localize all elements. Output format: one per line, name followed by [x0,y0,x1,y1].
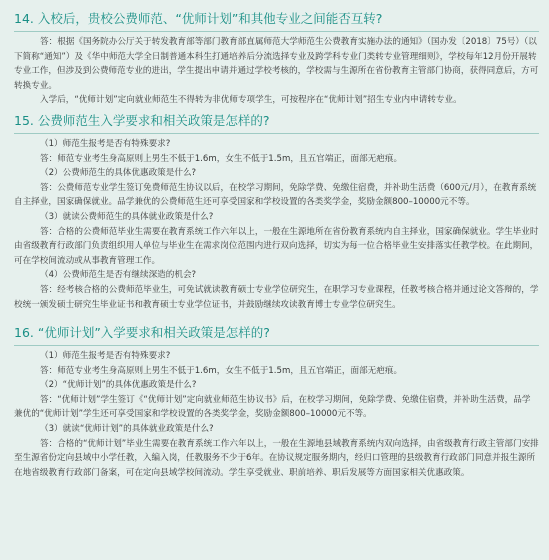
question-15-title: 15. 公费师范生入学要求和相关政策是怎样的? [14,112,270,128]
answer-paragraph: 入学后，“优师计划”定向就业师范生不得转为非优师专项学生，可按程序在“优师计划”招生专业内申请转专业。 [40,95,462,106]
sub-answer: 答：师范专业考生身高原则上男生不低于1.6m，女生不低于1.5m，且五官端正，面部无疤痕。 [40,153,403,164]
sub-question: （2）公费师范生的具体优惠政策是什么? [40,168,197,179]
answer-paragraph: 答：根据《国务院办公厅关于转发教育部等部门教育部直属师范大学师范生公费教育实施办法的通知》（国办发〔2018〕75号）（以下简称“通知”）及《华中师范大学全日制普通本科生打通培养后分流选择专业及跨学科专业门类转专业管理细则》，学校每年12月份开展转专业工作，但涉及到公费师范专业的进出，学生提出申请并通过学校考核的，学校需与生源所在省份教育主管部门协商，获得同意后，方可转换专业。 [14,37,539,91]
sub-answer: 答：合格的公费师范毕业生需要在教育系统工作六年以上，一般在生源地所在省份教育系统内自主择业，国家确保就业。学生毕业时由省级教育行政部门负责组织用人单位与毕业生在需求岗位范围内进行双向选择，切实为每一位合格毕业生安排落实任教学校。在此期间，可在学校间流动或从事教育管理工作。 [14,226,539,266]
sub-question: （4）公费师范生是否有继续深造的机会? [40,270,197,281]
sub-question: （1）师范生报考是否有特殊要求? [40,351,171,362]
sub-question: （3）就读“优师计划”的具体就业政策是什么? [40,424,214,435]
sub-answer: 答：公费师范专业学生签订免费师范生协议以后，在校学习期间，免除学费、免缴住宿费，并补助生活费（600元/月），在教育系统自主择业，国家确保就业。品学兼优的公费师范生还可享受国家和学校设置的各类奖学金，奖励金额800–10000元不等。 [14,182,537,208]
question-14 [14,4,539,108]
title-divider [14,345,539,346]
question-14-title: 14. 入校后，贵校公费师范、“优师计划”和其他专业之间能否互转? [14,11,383,26]
title-divider [14,31,539,32]
sub-answer: 答：“优师计划”学生签订《“优师计划”定向就业师范生协议书》后，在校学习期间，免除学费、免缴住宿费，并补助生活费，品学兼优的“优师计划”学生还可享受国家和学校设置的各类奖学金，奖励金额800–10000元不等。 [14,394,531,420]
question-16-title: 16. “优师计划”入学要求和相关政策是怎样的? [14,325,270,341]
sub-question: （3）就读公费师范生的具体就业政策是什么? [40,211,214,222]
sub-answer: 答：师范专业考生身高原则上男生不低于1.6m，女生不低于1.5m，且五官端正，面部无疤痕。 [40,365,403,376]
sub-question: （2）“优师计划”的具体优惠政策是什么? [40,380,197,391]
question-15 [14,112,539,312]
sub-answer: 答：经考核合格的公费师范毕业生，可免试就读教育硕士专业学位研究生，在职学习专业课程，任教考核合格并通过论文答辩的，学校统一颁发硕士研究生毕业证书和教育硕士专业学位证书，并鼓励继续攻读教育博士专业学位研究生。 [14,284,539,310]
sub-question: （1）师范生报考是否有特殊要求? [40,138,171,149]
title-divider [14,133,539,134]
sub-answer: 答：合格的“优师计划”毕业生需要在教育系统工作六年以上，一般在生源地县域教育系统内双向选择，由省级教育行政主管部门安排至生源省份定向县域中小学任教，入编入岗，任教服务不少于6年。在协议规定服务期内，经归口管理的县级教育行政部门同意并报生源所在地省级教育行政部门备案，可在定向县域学校间流动。学生享受就业、职前培养、职后发展等方面国家相关优惠政策。 [14,438,539,478]
question-16 [14,324,539,480]
